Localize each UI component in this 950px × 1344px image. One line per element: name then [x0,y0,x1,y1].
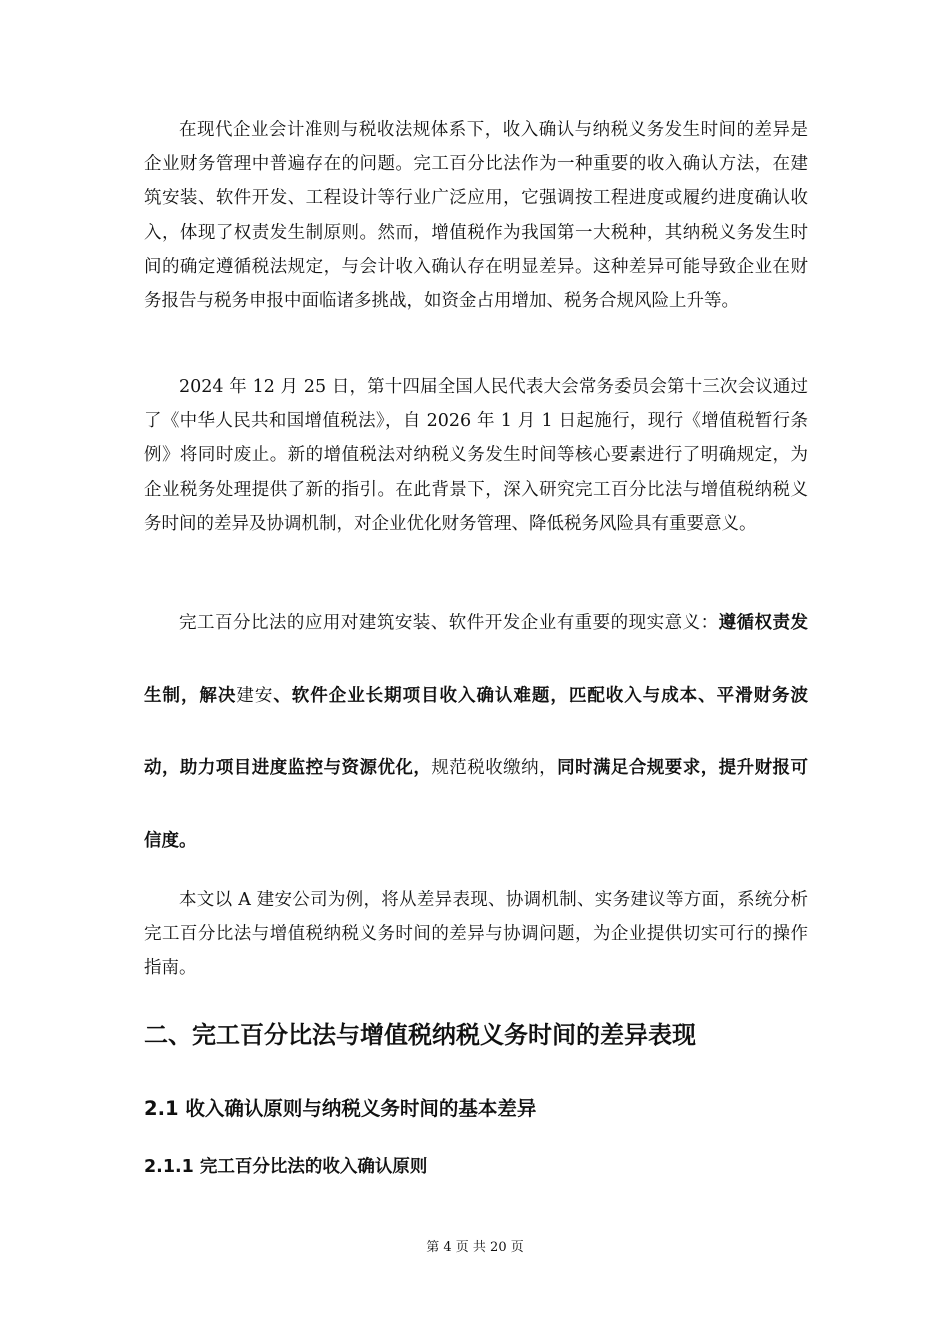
significance-bold-1: 遵循权责发生制，解决 [144,613,809,706]
significance-bold-3: 同时满足合规要求，提升财报可信度。 [144,758,809,851]
significance-paragraph [144,587,808,877]
intro-paragraph-1-block [144,113,808,318]
subsubsection-heading: 2.1.1 完工百分比法的收入确认原则 [144,1157,428,1177]
page-footer: 第 4 页 共 20 页 [426,1240,524,1255]
significance-bold-2: 、软件企业长期项目收入确认难题，匹配收入与成本、平滑财务波动，助力项目进度监控与资源优化， [144,685,809,778]
significance-lead: 完工百分比法的应用对建筑安装、软件开发企业有重要的现实意义： [179,613,719,633]
intro-paragraph-4-block [144,883,808,986]
section-heading: 二、完工百分比法与增值税纳税义务时间的差异表现 [144,1021,696,1049]
significance-normal-2: 规范税收缴纳， [431,758,558,778]
intro-paragraph-1: 在现代企业会计准则与税收法规体系下，收入确认与纳税义务发生时间的差异是企业财务管理中普遍存在的问题。完工百分比法作为一种重要的收入确认方法，在建筑安装、软件开发、工程设计等行业广泛应用，它强调按工程进度或履约进度确认收入，体现了权责发生制原则。然而，增值税作为我国第一大税种，其纳税义务发生时间的确定遵循税法规定，与会计收入确认存在明显差异。这种差异可能导致企业在财务报告与税务申报中面临诸多挑战，如资金占用增加、税务合规风险上升等。 [144,120,808,312]
intro-paragraph-2-block [144,370,808,541]
intro-paragraph-2: 2024 年 12 月 25 日，第十四届全国人民代表大会常务委员会第十三次会议通过了《中华人民共和国增值税法》，自 2026 年 1 月 1 日起施行，现行《增值税暂行条例》将同时废止。新的增值税法对纳税义务发生时间等核心要素进行了明确规定，为企业税务处理提供了新的指引。在此背景下，深入研究完工百分比法与增值税纳税义务时间的差异及协调机制，对企业优化财务管理、降低税务风险具有重要意义。 [144,377,808,534]
intro-paragraph-4: 本文以 A 建安公司为例，将从差异表现、协调机制、实务建议等方面，系统分析完工百分比法与增值税纳税义务时间的差异与协调问题，为企业提供切实可行的操作指南。 [144,890,808,979]
significance-paragraph-block [144,587,808,877]
subsection-heading: 2.1 收入确认原则与纳税义务时间的基本差异 [144,1097,537,1120]
significance-normal-1: 建安 [236,685,274,706]
